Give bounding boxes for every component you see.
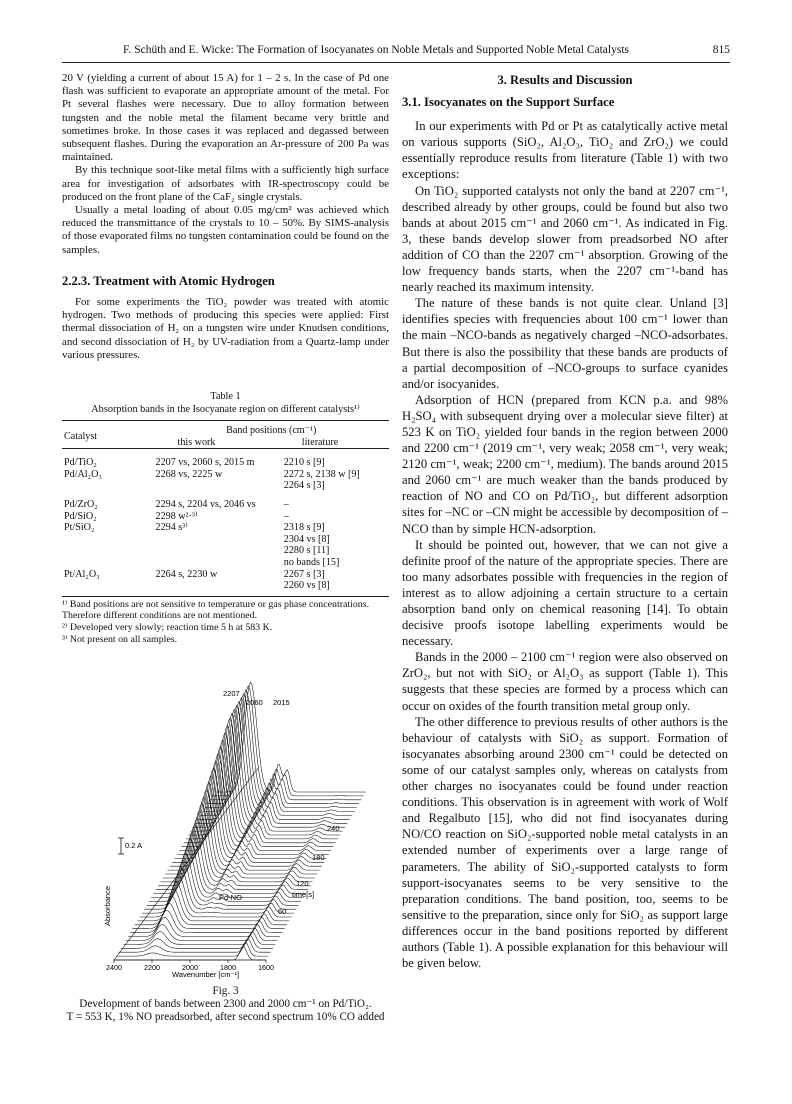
page-number: 815 bbox=[712, 44, 730, 56]
cell-this-work: 2298 w²·³⁾ bbox=[155, 510, 198, 522]
x-tick-label: 2000 bbox=[182, 963, 198, 972]
cell-literature: 2210 s [9] bbox=[283, 457, 325, 469]
pd-no-label: Pd-NO bbox=[219, 893, 242, 902]
subsection-heading: 3.1. Isocyanates on the Support Surface bbox=[402, 95, 615, 110]
table-body bbox=[62, 457, 389, 592]
col-header-catalyst: Catalyst bbox=[64, 430, 98, 442]
section-heading: 3. Results and Discussion bbox=[497, 73, 633, 87]
figure-label: Fig. 3 bbox=[212, 985, 239, 997]
running-header bbox=[62, 44, 730, 63]
spectrum-curve bbox=[205, 698, 357, 808]
time-tick: 180 bbox=[312, 853, 325, 862]
cell-catalyst: Pd/ZrO₂ bbox=[64, 499, 98, 511]
y-axis-label: Absorbance bbox=[103, 885, 112, 926]
cell-literature: no bands [15] bbox=[283, 557, 340, 568]
time-tick: 60 bbox=[278, 907, 287, 916]
cell-catalyst bbox=[62, 545, 154, 557]
cell-literature: 2267 s [3] bbox=[283, 568, 325, 580]
table-row bbox=[62, 580, 389, 592]
spectrum-curve bbox=[202, 702, 354, 812]
spectrum-curve bbox=[200, 706, 352, 816]
figure-caption-line: Development of bands between 2300 and 2000 cm⁻¹ on Pd/TiO₂. bbox=[79, 998, 372, 1011]
paragraph: It should be pointed out, however, that we can not give a definite proof of the nature of the appropriate species. There are too many adsorbates possible with frequencies in the region of interest as to allow adjoining a certain structure to a certain absorption band only on chemical reasoning [14]. To obtain decisive proofs isotope labelling experiments would be necessary. bbox=[402, 537, 728, 649]
waterfall-spectra-figure bbox=[88, 688, 340, 979]
table-label: Table 1 bbox=[210, 391, 241, 403]
table-row bbox=[62, 522, 389, 534]
x-axis-label: Wavenumber [cm⁻¹] bbox=[172, 970, 240, 979]
time-axis-label: time[s] bbox=[292, 890, 315, 899]
paragraph: The nature of these bands is not quite clear. Unland [3] identifies species with frequencies about 100 cm⁻¹ lower than the main –NCO-bands as negatively charged –NCO-adsorbates. But there is also the possibility that these bands are products of a partial decomposition of –NCO-groups to surface cyanides and/or isocyanides. bbox=[402, 296, 728, 391]
table-title: Absorption bands in the Isocyanate region on different catalysts¹⁾ bbox=[91, 404, 360, 416]
col-header-this-work: this work bbox=[177, 436, 216, 448]
footnote: ³⁾ Not present on all samples. bbox=[62, 633, 178, 645]
table-row bbox=[62, 557, 389, 569]
table-row bbox=[62, 545, 389, 557]
cell-this-work bbox=[154, 580, 278, 592]
cell-catalyst bbox=[62, 480, 154, 492]
cell-literature: 2264 s [3] bbox=[283, 480, 325, 492]
cell-catalyst: Pd/TiO₂ bbox=[64, 457, 97, 469]
cell-catalyst: Pt/Al₂O₃ bbox=[64, 568, 100, 580]
x-tick-label: 1800 bbox=[220, 963, 236, 972]
cell-literature: 2280 s [11] bbox=[283, 545, 330, 557]
table-row bbox=[62, 499, 389, 511]
x-tick-label: 2200 bbox=[144, 963, 160, 972]
table-row bbox=[62, 457, 389, 469]
table-spacer bbox=[62, 492, 389, 499]
cell-catalyst bbox=[62, 580, 154, 592]
cell-catalyst: Pd/SiO₂ bbox=[64, 510, 97, 522]
cell-literature: 2272 s, 2138 w [9] bbox=[283, 468, 360, 480]
figure-caption bbox=[62, 985, 389, 1025]
x-tick-label: 1600 bbox=[258, 963, 274, 972]
cell-this-work bbox=[154, 534, 278, 546]
cell-this-work: 2207 vs, 2060 s, 2015 m bbox=[155, 457, 255, 469]
cell-this-work: 2264 s, 2230 w bbox=[155, 568, 218, 580]
spectrum-curve bbox=[151, 846, 303, 897]
time-tick: 120 bbox=[296, 879, 309, 888]
spectrum-curve bbox=[198, 709, 350, 819]
cell-this-work bbox=[154, 557, 278, 569]
cell-this-work: 2294 s³⁾ bbox=[155, 522, 188, 534]
scale-label: 0.2 A bbox=[125, 841, 143, 850]
cell-literature: 2260 vs [8] bbox=[283, 580, 330, 592]
section-heading: 2.2.3. Treatment with Atomic Hydrogen bbox=[62, 273, 275, 288]
absorption-table bbox=[62, 420, 389, 597]
peak-label: 2060 bbox=[246, 698, 263, 707]
table-footnotes bbox=[62, 599, 389, 645]
spacer-cell bbox=[62, 492, 389, 499]
cell-this-work: 2268 vs, 2225 w bbox=[155, 468, 223, 480]
table-row bbox=[62, 569, 389, 581]
table-row bbox=[62, 469, 389, 481]
figure-caption-line: T = 553 K, 1% NO preadsorbed, after second spectrum 10% CO added bbox=[66, 1011, 385, 1024]
paragraph: 20 V (yielding a current of about 15 A) for 1 – 2 s. In the case of Pd one flash was sufficient to evaporate an appropriate amount of the metal. For Pt several flashes were necessary. Due to alloy formation between tungsten and the noble metal the filament became very brittle and sometimes broke. In those cases it was replaced and degassed between subsequent flashes. During the evaporation an Ar-pressure of 200 Pa was maintained. bbox=[62, 72, 389, 164]
time-tick: 240 bbox=[327, 824, 340, 833]
cell-this-work bbox=[154, 545, 278, 557]
col-header-literature: literature bbox=[301, 436, 339, 448]
paragraph: The other difference to previous results of other authors is the behaviour of catalysts with SiO₂ as support. Formation of isocyanates absorbing around 2300 cm⁻¹ could be detected on some of our catalyst samples only, whereas on catalysts from other charges no isocyanates could be found under reaction conditions. This observation is in agreement with work of Wolf and Regalbuto [15], who did not find isocyanates during NO/CO reaction on SiO₂-supported noble metal catalysts in an extended number of experiments over a large range of parameters. The ability of SiO₂-supported catalysts to form support-isocyanates seems to be very sensitive to the preparation conditions. The band position, too, seems to be sensitive to the preparation, since only for SiO₂ as support large differences occur in the band positions reported by different authors (Table 1). A possible explanation for this behaviour will be given below. bbox=[402, 714, 728, 971]
cell-literature: – bbox=[283, 510, 289, 522]
table-row bbox=[62, 511, 389, 523]
cell-literature: 2318 s [9] bbox=[283, 522, 325, 534]
paragraph: Bands in the 2000 – 2100 cm⁻¹ region were also observed on ZrO₂, but not with SiO₂ or Al₂O₃ as support (Table 1). This suggests that these species are formed by a process which can occur on oxides of the fourth transition metal group only. bbox=[402, 650, 728, 713]
col-header-band: Band positions (cm⁻¹) bbox=[226, 425, 317, 437]
paragraph: In our experiments with Pd or Pt as catalytically active metal on various supports (SiO₂, Al₂O₃, TiO₂ and ZrO₂) we could essentially reproduce results from literature (Table 1) with two exceptions: bbox=[402, 119, 728, 182]
header-title: F. Schüth and E. Wicke: The Formation of Isocyanates on Noble Metals and Supported Noble Metal Catalysts bbox=[122, 44, 630, 56]
cell-literature: – bbox=[283, 499, 289, 511]
figure-3 bbox=[88, 688, 340, 983]
cell-catalyst: Pd/Al₂O₃ bbox=[64, 468, 102, 480]
paragraph: Usually a metal loading of about 0.05 mg/cm² was achieved which reduced the transmittance of the crystals to 10 – 50%. By SIMS-analysis of those evaporated films no tungsten contamination could be found on the samples. bbox=[62, 204, 389, 256]
footnote: ²⁾ Developed very slowly; reaction time 5 h at 583 K. bbox=[62, 621, 273, 633]
x-tick-label: 2400 bbox=[106, 963, 122, 972]
cell-catalyst: Pt/SiO₂ bbox=[64, 522, 95, 534]
table-row bbox=[62, 534, 389, 546]
spectrum-curve bbox=[130, 910, 282, 932]
paragraph: For some experiments the TiO₂ powder was treated with atomic hydrogen. Two methods of producing this species were applied: First thermal dissociation of H₂ on a tungsten wire under Knudsen conditions, and second dissociation of H₂ by UV-radiation from a Quartz-lamp under various pressures. bbox=[62, 296, 389, 361]
paragraph: By this technique soot-like metal films with a sufficiently high surface area for investigation of adsorbates with IR-spectroscopy could be produced on the front plane of the CaF₂ single crystals. bbox=[62, 164, 389, 203]
left-column bbox=[62, 72, 389, 645]
spectrum-curve bbox=[179, 761, 331, 851]
right-column bbox=[402, 72, 728, 971]
paragraph: Adsorption of HCN (prepared from KCN p.a. and 98% H₂SO₄ with subsequent drying over a molecular sieve filter) at 523 K on TiO₂ yielded four bands in the region between 2000 and 2200 cm⁻¹ (2019 cm⁻¹, very weak; 2058 cm⁻¹, very weak; 2120 cm⁻¹, weak; 2200 cm⁻¹, medium). The bands around 2015 and 2060 cm⁻¹ are much weaker than the bands produced by reaction of NO and CO on Pd/TiO₂, but different adsorption sites for –NC or –CN might be accessible by decomposition of –NCO than by simple HCN-adsorption. bbox=[402, 392, 728, 536]
cell-catalyst bbox=[62, 557, 154, 569]
footnote: ¹⁾ Band positions are not sensitive to temperature or gas phase concentrations. Therefore different conditions are not mentioned. bbox=[62, 598, 370, 622]
peak-label: 2015 bbox=[273, 698, 290, 707]
cell-this-work bbox=[154, 480, 278, 492]
spectrum-curve bbox=[128, 917, 280, 936]
table-caption bbox=[62, 390, 389, 416]
table-row bbox=[62, 480, 389, 492]
peak-label: 2207 bbox=[223, 689, 240, 698]
paragraph: On TiO₂ supported catalysts not only the band at 2207 cm⁻¹, described already by other groups, could be found but also two bands at about 2015 cm⁻¹ and 2060 cm⁻¹. As indicated in Fig. 3, these bands develop slower from preadsorbed NO after addition of CO than the 2207 cm⁻¹ absorption. Growing of the low frequency bands starts, when the 2207 cm⁻¹-band has nearly reached its maximum intensity. bbox=[402, 183, 728, 295]
spectrum-curve bbox=[181, 754, 333, 847]
cell-catalyst bbox=[62, 534, 154, 546]
cell-this-work: 2294 s, 2204 vs, 2046 vs bbox=[155, 499, 256, 511]
cell-literature: 2304 vs [8] bbox=[283, 533, 330, 545]
